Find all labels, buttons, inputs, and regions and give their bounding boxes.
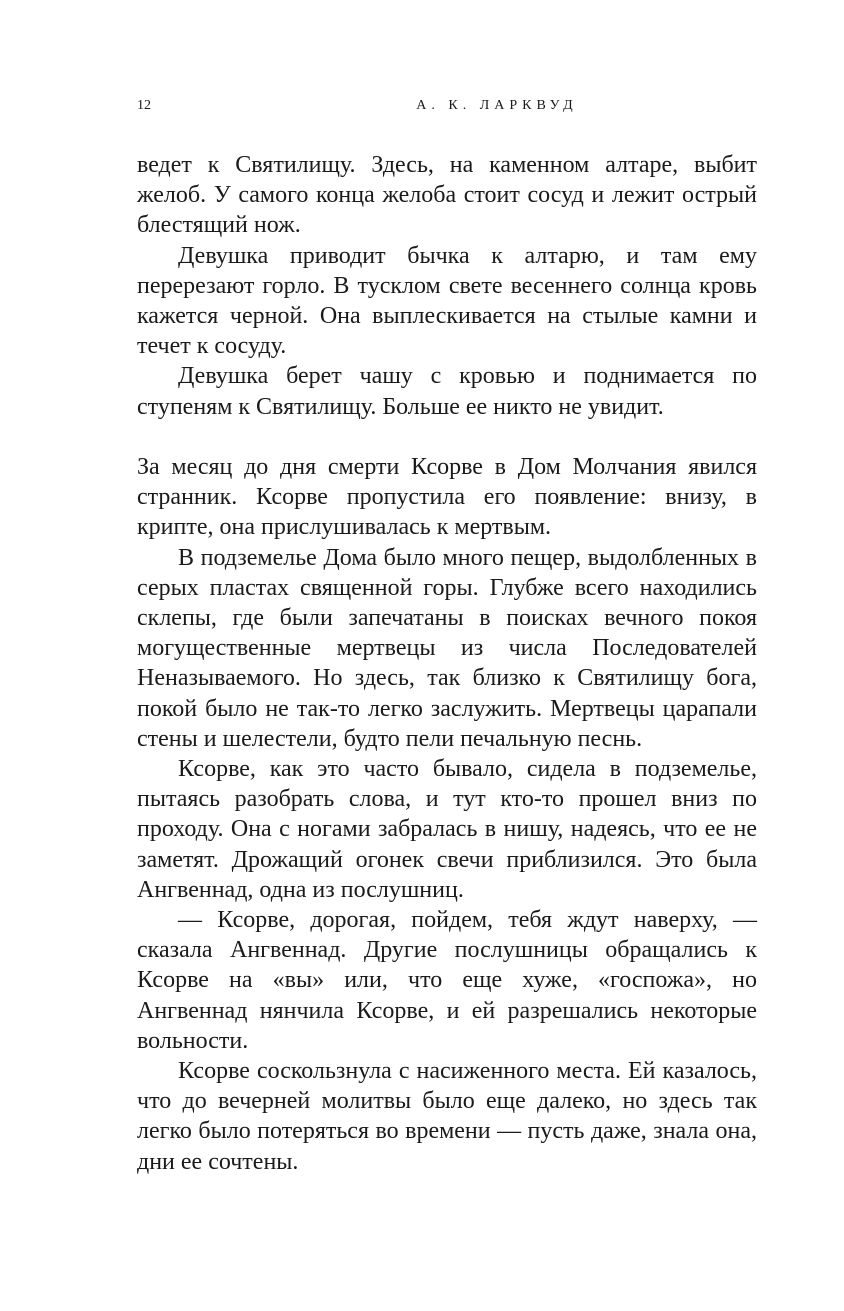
paragraph: ведет к Святилищу. Здесь, на каменном алтаре, выбит желоб. У самого конца желоба стоит сосуд и лежит острый блестящий нож. [137,152,757,239]
paragraph: Ксорве, как это часто бывало, сидела в подземелье, пытаясь разобрать слова, и тут кто-то прошел вниз по проходу. Она с ногами забралась в нишу, надеясь, что ее не заметят. Дрожащий огонек свечи приблизился. Это была Ангвеннад, одна из послушниц. [137,756,757,903]
paragraph: В подземелье Дома было много пещер, выдолбленных в серых пластах священной горы. Глубже всего находились склепы, где были запечатаны в поисках вечного покоя могущественные мертвецы из числа Последователей Неназываемого. Но здесь, так близко к Святилищу бога, покой было не так-то легко заслужить. Мертвецы царапали стены и шелестели, будто пели печальную песнь. [137,544,757,752]
paragraph: Девушка приводит бычка к алтарю, и там ему перерезают горло. В тусклом свете весеннего солнца кровь кажется черной. Она выплескивается на стылые камни и течет к сосуду. [137,242,757,360]
running-head-author: А. К. ЛАРКВУД [416,98,578,113]
section-break [137,422,757,452]
paragraph: Ксорве соскользнула с насиженного места. Ей казалось, что до вечерней молитвы было еще далеко, но здесь так легко было потеряться во времени — пусть даже, знала она, дни ее сочтены. [137,1058,757,1175]
page-number: 12 [137,98,151,113]
paragraph: За месяц до дня смерти Ксорве в Дом Молчания явился странник. Ксорве пропустила его появление: внизу, в крипте, она прислушивалась к мертвым. [137,454,757,541]
body-text [137,150,757,1177]
paragraph: Девушка берет чашу с кровью и поднимается по ступеням к Святилищу. Больше ее никто не увидит. [137,363,757,420]
paragraph: — Ксорве, дорогая, пойдем, тебя ждут наверху, — сказала Ангвеннад. Другие послушницы обращались к Ксорве на «вы» или, что еще хуже, «госпожа», но Ангвеннад нянчила Ксорве, и ей разрешались некоторые вольности. [137,907,757,1054]
page-header [137,98,757,122]
